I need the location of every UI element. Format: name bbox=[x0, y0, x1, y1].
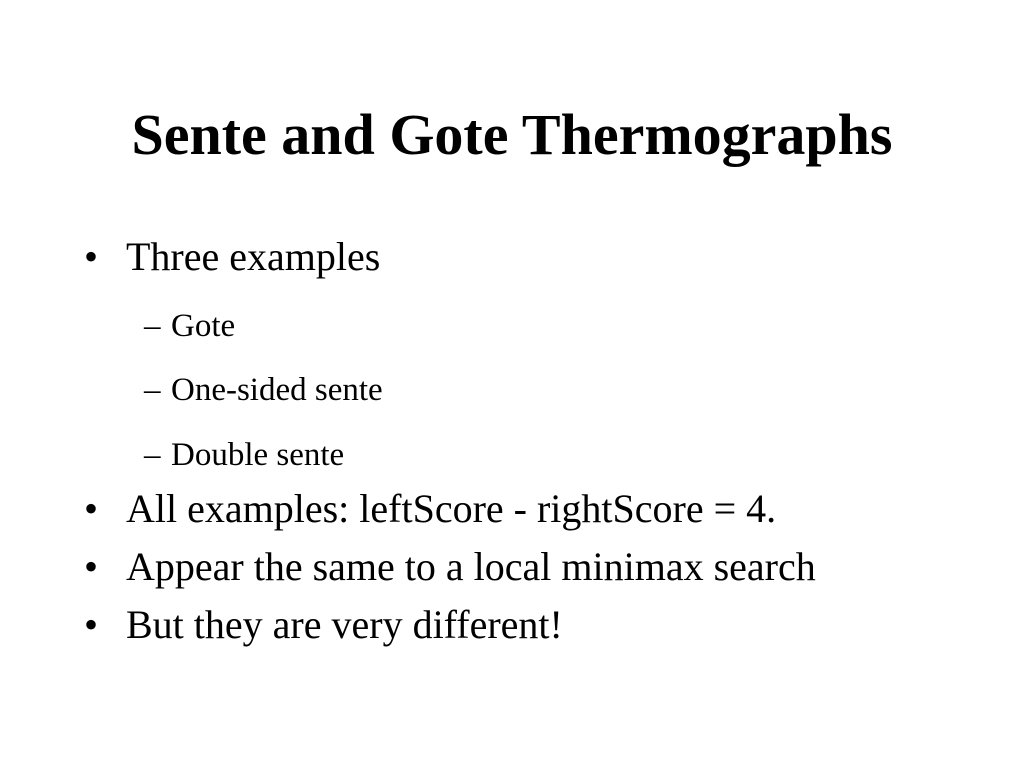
sub-bullet-item bbox=[144, 435, 344, 475]
sub-bullet-text: One-sided sente bbox=[171, 372, 383, 408]
bullet-marker: • bbox=[84, 234, 99, 279]
bullet-item bbox=[84, 543, 816, 591]
bullet-text: Three examples bbox=[126, 234, 381, 279]
bullet-marker: • bbox=[84, 602, 99, 647]
bullet-text: All examples: leftScore - rightScore = 4. bbox=[126, 486, 777, 531]
bullet-marker: • bbox=[84, 486, 99, 531]
bullet-item bbox=[84, 601, 563, 649]
sub-bullet-item bbox=[144, 370, 383, 410]
bullet-text: But they are very different! bbox=[126, 602, 563, 647]
dash-marker: – bbox=[144, 437, 161, 473]
bullet-item bbox=[84, 233, 380, 281]
slide-title: Sente and Gote Thermographs bbox=[131, 102, 893, 167]
dash-marker: – bbox=[144, 372, 161, 408]
sub-bullet-item bbox=[144, 306, 235, 346]
bullet-text: Appear the same to a local minimax search bbox=[126, 544, 816, 589]
sub-bullet-text: Gote bbox=[171, 308, 236, 344]
dash-marker: – bbox=[144, 308, 161, 344]
sub-bullet-text: Double sente bbox=[171, 437, 345, 473]
bullet-marker: • bbox=[84, 544, 99, 589]
bullet-item bbox=[84, 485, 776, 533]
